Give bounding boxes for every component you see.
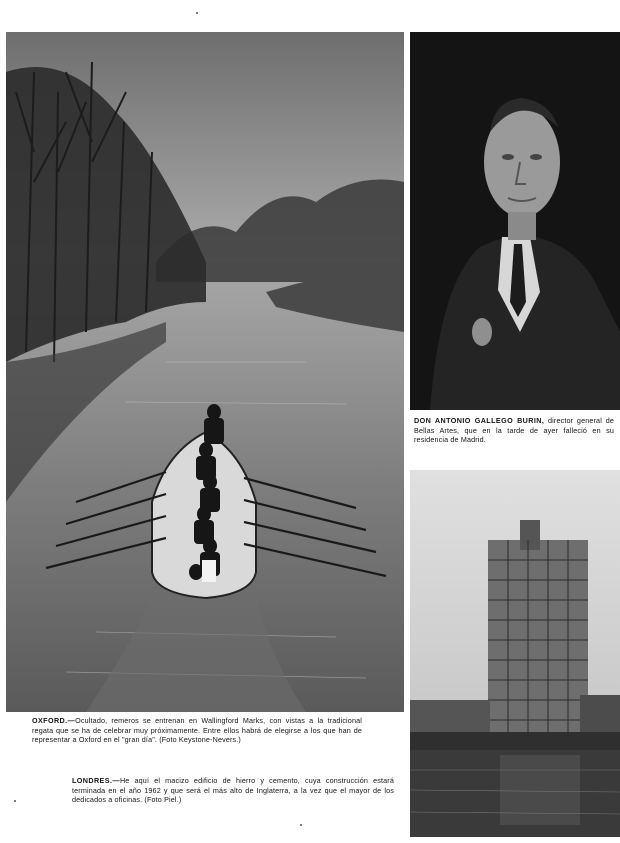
london-caption-lead: LONDRES.— [72,776,120,785]
print-speck [196,12,198,14]
london-caption [72,776,394,805]
rowing-crew-photo [6,32,404,712]
london-caption-text: He aquí el macizo edificio de hierro y cemento, cuya construcción estará terminada en el año 1962 y que será el más alto de Inglaterra, a la vez que el mayor de los dedicados a oficinas. (Foto Piel.) [72,776,394,805]
print-speck [300,824,302,826]
oxford-caption [32,716,362,745]
building-construction-photo [410,470,620,837]
oxford-caption-text: Ocultado, remeros se entrenan en Wallingford Marks, con vistas a la tradicional regata que se ha de celebrar muy próximamente. Entre ellos habrá de elegirse a los que han de representar a Oxford en el "gran día". (Foto Keystone-Nevers.) [32,716,362,745]
oxford-caption-lead: OXFORD.— [32,716,76,725]
gallego-burin-caption-text: director general de Bellas Artes, que en la tarde de ayer falleció en su residencia de Madrid. [414,416,614,445]
gallego-burin-caption-lead: DON ANTONIO GALLEGO BURIN, [414,416,545,425]
gallego-burin-caption [414,416,614,445]
print-speck [14,800,16,802]
portrait-photo [410,32,620,410]
